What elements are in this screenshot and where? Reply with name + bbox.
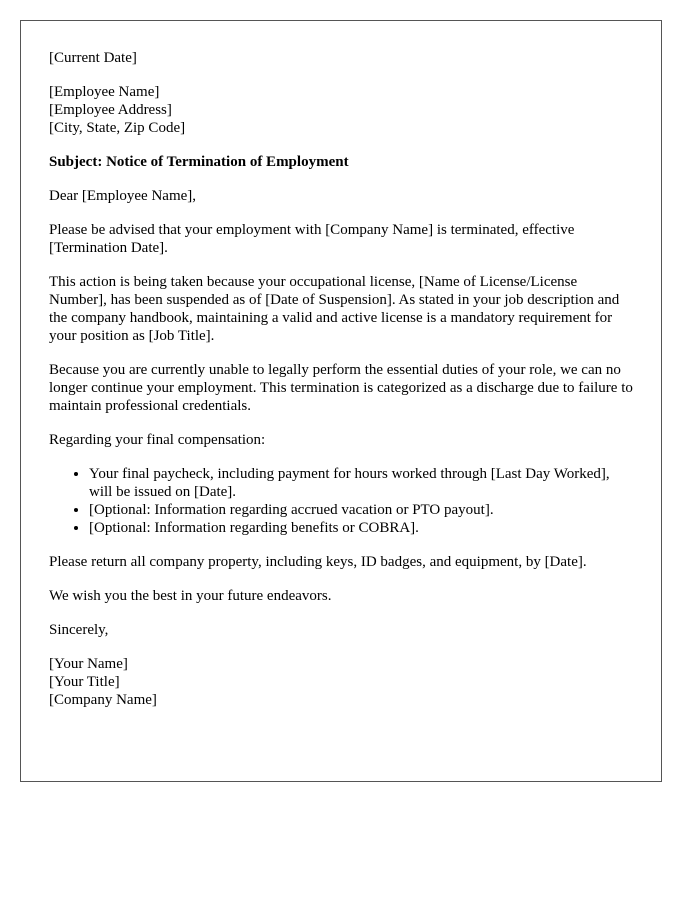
paragraph-final-compensation-intro: Regarding your final compensation:	[49, 432, 266, 448]
letter-signoff: Sincerely,	[49, 622, 109, 638]
date-text: [Current Date]	[49, 50, 137, 66]
recipient-name: [Employee Name]	[49, 84, 160, 100]
letter-document	[20, 20, 662, 782]
paragraph-license-reason: This action is being taken because your occupational license, [Name of License/License Number], has been suspended as of [Date of Suspension]. As stated in your job description and the company handbook, maintaining a valid and active license is a mandatory requirement for your position as [Job Title].	[49, 274, 620, 344]
letter-date	[49, 49, 633, 67]
paragraph-termination-notice: Please be advised that your employment with [Company Name] is terminated, effective [Termination Date].	[49, 222, 575, 256]
paragraph-return-property: Please return all company property, including keys, ID badges, and equipment, by [Date].	[49, 554, 587, 570]
recipient-address: [Employee Address]	[49, 102, 172, 118]
list-item: • Your final paycheck, including payment for hours worked through [Last Day Worked], will be issued on [Date].	[89, 465, 633, 501]
list-item: • [Optional: Information regarding benefits or COBRA].	[89, 519, 633, 537]
paragraph-discharge-explanation: Because you are currently unable to legally perform the essential duties of your role, we can no longer continue your employment. This termination is categorized as a discharge due to failure to maintain professional credentials.	[49, 362, 633, 414]
paragraph-well-wishes: We wish you the best in your future endeavors.	[49, 588, 332, 604]
recipient-city-state-zip: [City, State, Zip Code]	[49, 120, 186, 136]
signer-company: [Company Name]	[49, 692, 157, 708]
signer-title: [Your Title]	[49, 674, 120, 690]
compensation-bullet-list	[49, 465, 633, 537]
signer-name: [Your Name]	[49, 656, 128, 672]
letter-salutation: Dear [Employee Name],	[49, 188, 197, 204]
letter-subject: Subject: Notice of Termination of Employment	[49, 154, 349, 170]
recipient-address-block	[49, 83, 633, 137]
list-item: • [Optional: Information regarding accrued vacation or PTO payout].	[89, 501, 633, 519]
signature-block	[49, 655, 633, 709]
